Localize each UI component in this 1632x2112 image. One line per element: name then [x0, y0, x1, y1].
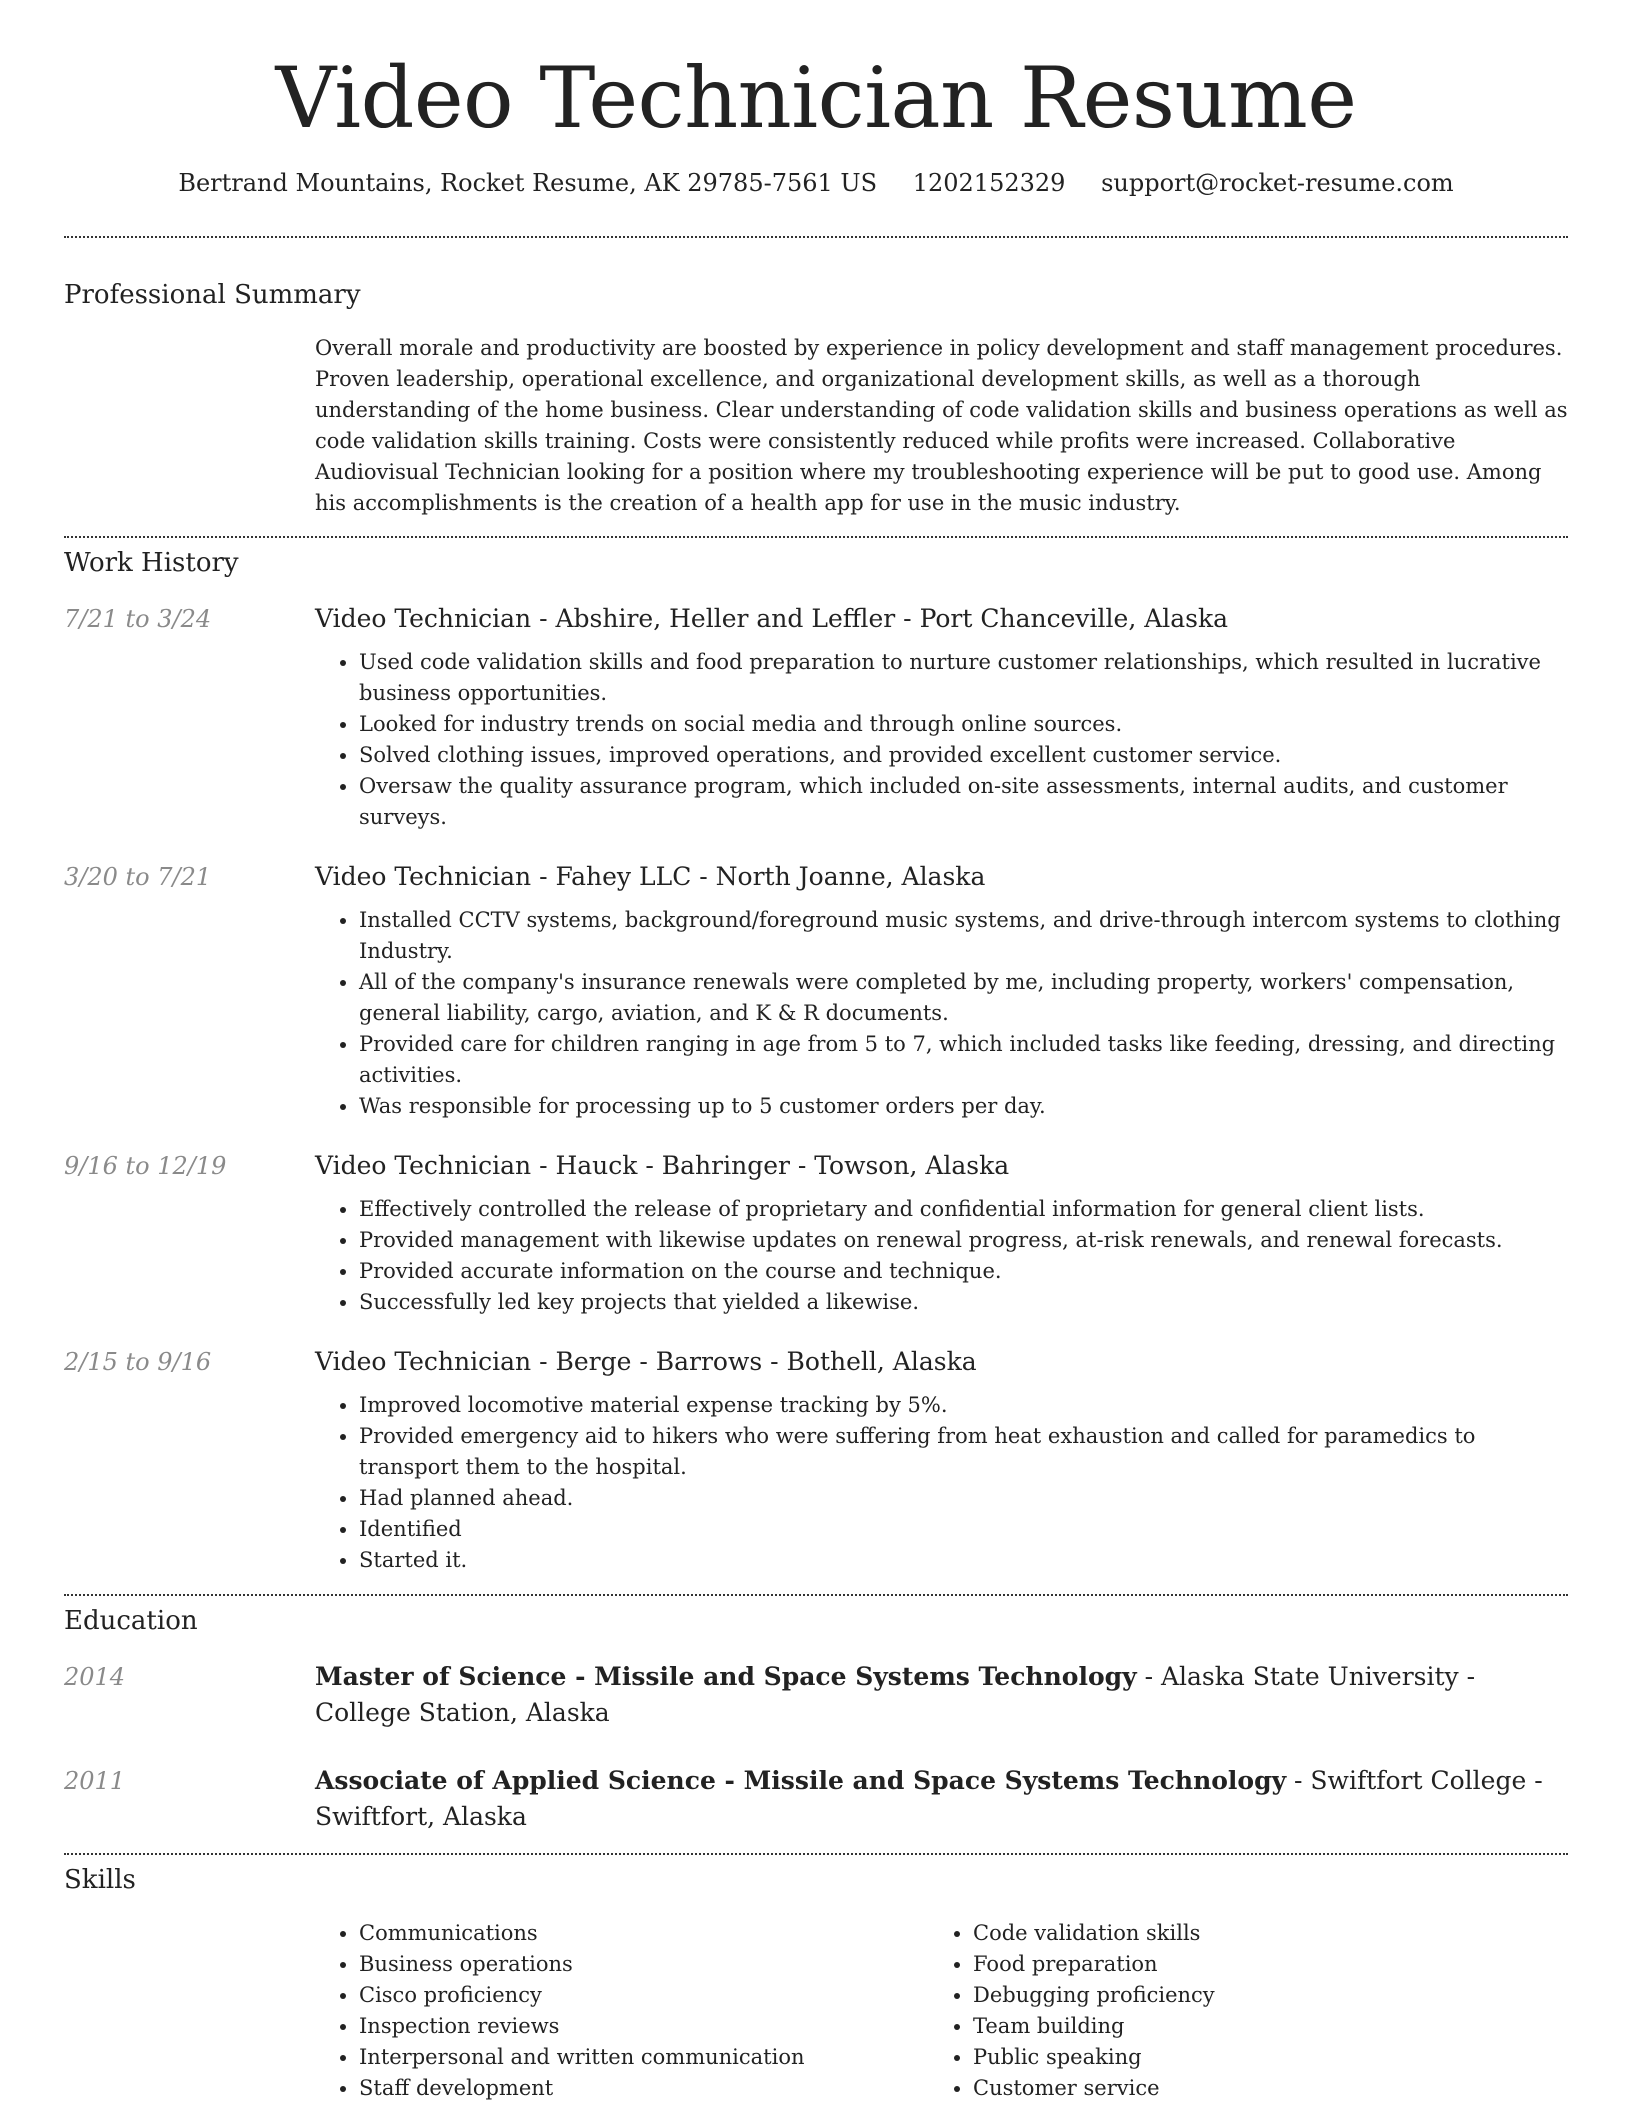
job-entry	[64, 601, 1568, 833]
education-school: - Swiftfort College - Swiftfort, Alaska	[315, 1766, 1543, 1832]
job-bullet: • Provided emergency aid to hikers who were suffering from heat exhaustion and called for paramedics to transport them to the hospital.	[359, 1421, 1568, 1483]
job-entry	[64, 1148, 1568, 1318]
job-title: Video Technician - Fahey LLC - North Joanne, Alaska	[315, 861, 986, 891]
section-divider	[64, 536, 1568, 538]
job-bullet: • Installed CCTV systems, background/foreground music systems, and drive-through intercom systems to clothing Industry.	[359, 905, 1568, 967]
skill-item: • Cisco proficiency	[359, 1980, 929, 2011]
education-heading: Education	[64, 1605, 198, 1636]
job-bullets	[315, 647, 1568, 833]
job-bullet: • Provided care for children ranging in age from 5 to 7, which included tasks like feeding, dressing, and directing activities.	[359, 1029, 1568, 1091]
section-divider	[64, 236, 1568, 238]
job-bullets	[315, 905, 1568, 1122]
skills-section	[64, 1865, 1568, 2104]
summary-text: Overall morale and productivity are boosted by experience in policy development and staff management procedures. Proven leadership, operational excellence, and organizational development skills, as well as a thorough understanding of the home business. Clear understanding of code validation skills and business operations as well as code validation skills training. Costs were consistently reduced while profits were increased. Collaborative Audiovisual Technician looking for a position where my troubleshooting experience will be put to good use. Among his accomplishments is the creation of a health app for use in the music industry.	[315, 335, 1568, 515]
job-dates: 9/16 to 12/19	[64, 1151, 227, 1180]
job-bullet: • Identified	[359, 1514, 1568, 1545]
job-bullet: • Improved locomotive material expense tracking by 5%.	[359, 1390, 1568, 1421]
job-entry	[64, 859, 1568, 1122]
education-school: - Alaska State University - College Station, Alaska	[315, 1662, 1476, 1728]
skill-item: • Debugging proficiency	[973, 1980, 1543, 2011]
job-bullet: • Started it.	[359, 1545, 1568, 1576]
job-bullet: • Provided accurate information on the course and technique.	[359, 1256, 1568, 1287]
job-bullet: • Solved clothing issues, improved operations, and provided excellent customer service.	[359, 740, 1568, 771]
work-section	[64, 548, 1568, 1576]
job-dates: 3/20 to 7/21	[64, 862, 212, 891]
work-heading: Work History	[64, 547, 239, 578]
skill-item: • Public speaking	[973, 2042, 1543, 2073]
contact-phone: 1202152329	[912, 169, 1066, 198]
education-entry	[64, 1763, 1568, 1835]
job-bullet: • Used code validation skills and food preparation to nurture customer relationships, which resulted in lucrative business opportunities.	[359, 647, 1568, 709]
job-dates: 7/21 to 3/24	[64, 604, 212, 633]
education-degree: Associate of Applied Science - Missile and Space Systems Technology	[315, 1766, 1287, 1796]
job-bullet: • Provided management with likewise updates on renewal progress, at-risk renewals, and renewal forecasts.	[359, 1225, 1568, 1256]
resume-title: Video Technician Resume	[275, 49, 1357, 147]
skill-item: • Interpersonal and written communication	[359, 2042, 929, 2073]
summary-heading: Professional Summary	[64, 279, 361, 310]
job-bullet: • Had planned ahead.	[359, 1483, 1568, 1514]
skill-item: • Business operations	[359, 1949, 929, 1980]
resume-page	[64, 0, 1568, 2104]
job-bullet: • Successfully led key projects that yielded a likewise.	[359, 1287, 1568, 1318]
skills-list-right	[929, 1918, 1543, 2104]
contact-address: Bertrand Mountains, Rocket Resume, AK 29785-7561 US	[178, 169, 878, 198]
skills-list-left	[315, 1918, 929, 2104]
job-title: Video Technician - Berge - Barrows - Bothell, Alaska	[315, 1346, 977, 1376]
skill-item: • Inspection reviews	[359, 2011, 929, 2042]
skill-item: • Code validation skills	[973, 1918, 1543, 1949]
job-title: Video Technician - Hauck - Bahringer - Towson, Alaska	[315, 1150, 1010, 1180]
education-year: 2014	[64, 1663, 126, 1692]
job-entry	[64, 1344, 1568, 1576]
section-divider	[64, 1853, 1568, 1855]
skill-item: • Customer service	[973, 2073, 1543, 2104]
education-year: 2011	[64, 1767, 126, 1796]
job-bullet: • Effectively controlled the release of proprietary and confidential information for general client lists.	[359, 1194, 1568, 1225]
job-title: Video Technician - Abshire, Heller and Leffler - Port Chanceville, Alaska	[315, 603, 1229, 633]
job-bullets	[315, 1390, 1568, 1576]
job-bullets	[315, 1194, 1568, 1318]
skill-item: • Food preparation	[973, 1949, 1543, 1980]
skill-item: • Staff development	[359, 2073, 929, 2104]
section-divider	[64, 1594, 1568, 1596]
skills-heading: Skills	[64, 1865, 136, 1896]
job-bullet: • All of the company's insurance renewals were completed by me, including property, workers' compensation, general liability, cargo, aviation, and K & R documents.	[359, 967, 1568, 1029]
education-section	[64, 1606, 1568, 1835]
job-bullet: • Oversaw the quality assurance program, which included on-site assessments, internal audits, and customer surveys.	[359, 771, 1568, 833]
job-dates: 2/15 to 9/16	[64, 1347, 212, 1376]
contact-line	[64, 168, 1568, 199]
skill-item: • Communications	[359, 1918, 929, 1949]
contact-email[interactable]: support@rocket-resume.com	[1101, 169, 1454, 198]
job-bullet: • Was responsible for processing up to 5 customer orders per day.	[359, 1091, 1568, 1122]
education-degree: Master of Science - Missile and Space Systems Technology	[315, 1662, 1137, 1692]
job-bullet: • Looked for industry trends on social media and through online sources.	[359, 709, 1568, 740]
skill-item: • Team building	[973, 2011, 1543, 2042]
education-entry	[64, 1659, 1568, 1731]
summary-section	[64, 280, 1568, 519]
skills-columns	[315, 1918, 1568, 2104]
